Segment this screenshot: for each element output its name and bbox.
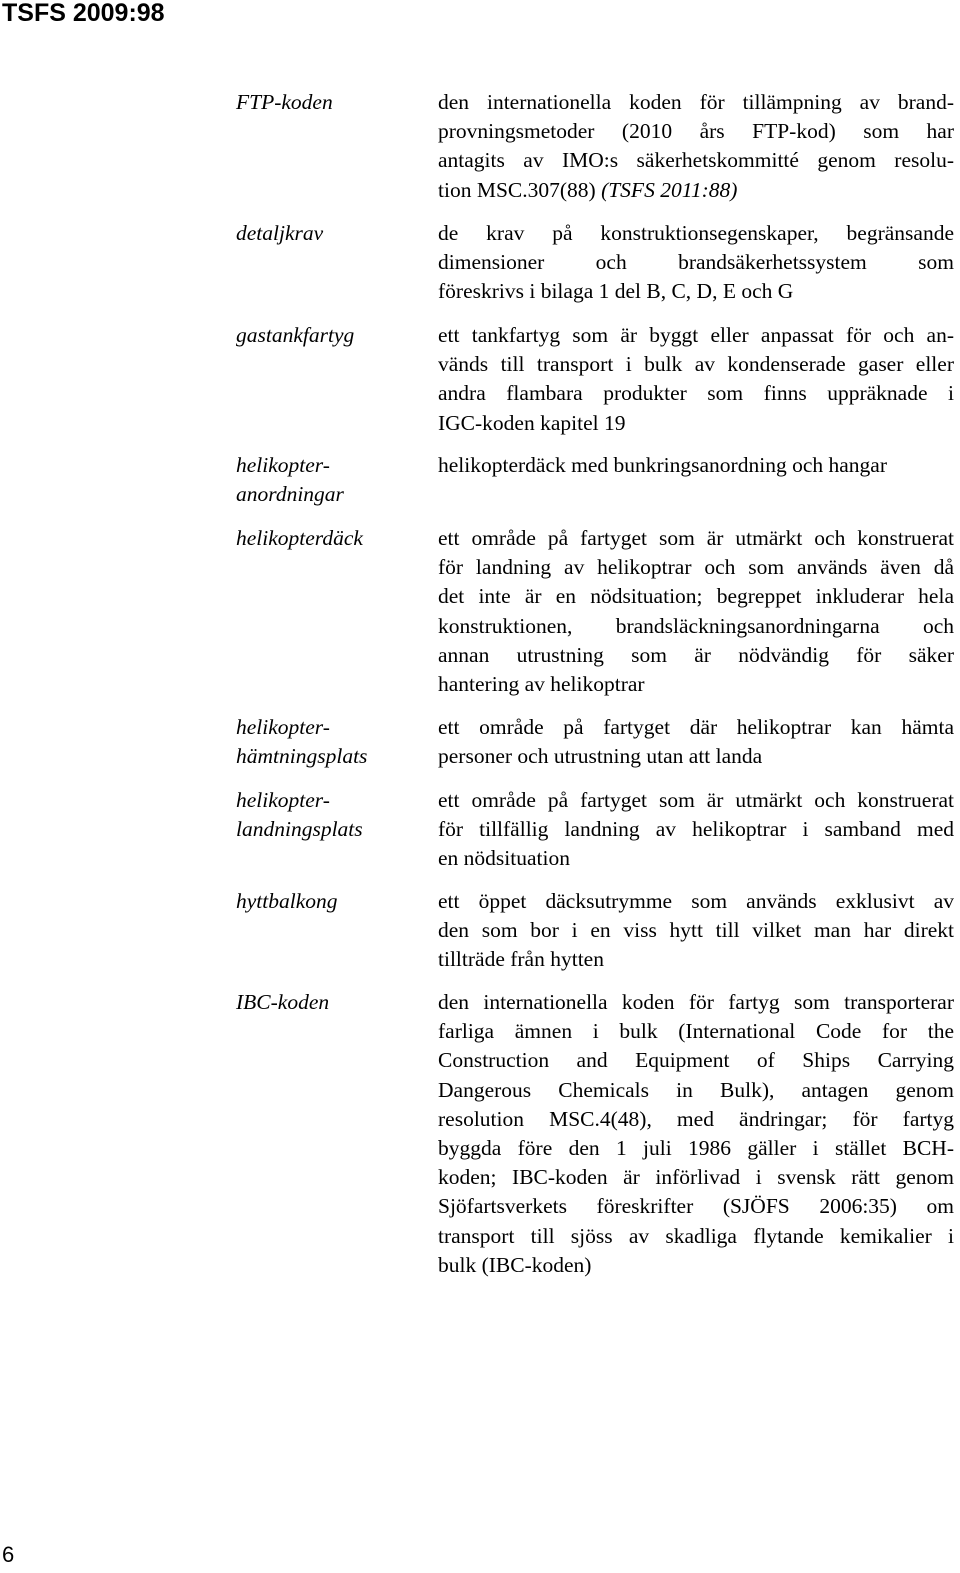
definition-line: den som bor i en viss hytt till vilket man har direkt <box>438 918 954 943</box>
definition-line: de krav på konstruktionsegenskaper, begränsande <box>438 221 954 245</box>
definition-line: ett öppet däcksutrymme som används exklusivt av <box>438 889 954 913</box>
definition-line: konstruktionen, brandsläckningsanordningarna och <box>438 613 954 638</box>
page-number: 6 <box>2 1542 15 1567</box>
term-line: anordningar <box>236 482 344 507</box>
definition <box>438 713 954 771</box>
definition-line: för tillfällig landning av helikoptrar i samband med <box>438 817 954 842</box>
definition <box>438 451 954 480</box>
definition <box>438 88 954 205</box>
term-line: helikopter- <box>236 715 330 739</box>
definition-line: resolution MSC.4(48), med ändringar; för fartyg <box>438 1106 954 1131</box>
term <box>236 713 411 771</box>
definition <box>438 219 954 307</box>
definition <box>438 524 954 699</box>
term: hyttbalkong <box>236 889 338 913</box>
definition-line: det inte är en nödsituation; begreppet inkluderar hela <box>438 584 954 609</box>
amendment-reference: (TSFS 2011:88) <box>601 177 738 202</box>
term: IBC-koden <box>236 990 330 1014</box>
definition-line: för landning av helikoptrar och som används även då <box>438 555 954 580</box>
definition-line: ett område på fartyget där helikoptrar kan hämta <box>438 715 954 739</box>
definition <box>438 988 954 1280</box>
definition-line: annan utrustning som är nödvändig för säker <box>438 642 954 667</box>
term <box>236 451 411 509</box>
term: detaljkrav <box>236 221 324 245</box>
page-header-title: TSFS 2009:98 <box>2 0 165 27</box>
definition-line: Dangerous Chemicals in Bulk), antagen genom <box>438 1077 954 1102</box>
definition-line: Construction and Equipment of Ships Carrying <box>438 1048 954 1073</box>
definition-line: ett område på fartyget som är utmärkt och konstruerat <box>438 526 954 550</box>
definition <box>438 786 954 874</box>
definition-line: vänds till transport i bulk av kondenserade gaser eller <box>438 352 954 377</box>
definition-line: antagits av IMO:s säkerhetskommitté genom resolu- <box>438 148 954 173</box>
definition-line: ett tankfartyg som är byggt eller anpassat för och an- <box>438 323 954 347</box>
definition-line: farliga ämnen i bulk (International Code for the <box>438 1019 954 1044</box>
definition-line: andra flambara produkter som finns uppräknade i <box>438 381 954 406</box>
definition-line: IGC-koden kapitel 19 <box>438 410 626 435</box>
definition-line: transport till sjöss av skadliga flytande kemikalier i <box>438 1223 954 1248</box>
definition-line <box>438 176 954 205</box>
definition-line: den internationella koden för tillämpning av brand- <box>438 90 954 114</box>
term-line: helikopter- <box>236 788 330 812</box>
term: FTP-koden <box>236 90 333 114</box>
definition-line: bulk (IBC-koden) <box>438 1252 592 1277</box>
definition <box>438 887 954 975</box>
definition-line: den internationella koden för fartyg som transporterar <box>438 990 954 1014</box>
definition-line: dimensioner och brandsäkerhetssystem som <box>438 250 954 275</box>
definition-line: koden; IBC-koden är införlivad i svensk rätt genom <box>438 1165 954 1190</box>
term-line: helikopter- <box>236 453 330 477</box>
definition-line: personer och utrustning utan att landa <box>438 744 763 769</box>
term <box>236 786 411 844</box>
definition-line: föreskrivs i bilaga 1 del B, C, D, E och G <box>438 279 794 304</box>
term-line: hämtningsplats <box>236 744 368 769</box>
definition <box>438 321 954 438</box>
definition-line: Sjöfartsverkets föreskrifter (SJÖFS 2006:35) om <box>438 1194 954 1219</box>
definition-line: provningsmetoder (2010 års FTP-kod) som har <box>438 119 954 144</box>
definition-line: tillträde från hytten <box>438 947 604 972</box>
term: gastankfartyg <box>236 323 355 347</box>
definition-line-text: tion MSC.307(88) <box>438 177 602 202</box>
definition-line: byggda före den 1 juli 1986 gäller i stället BCH- <box>438 1136 954 1161</box>
definition-line: en nödsituation <box>438 846 570 871</box>
term-line: landningsplats <box>236 817 363 842</box>
term: helikopterdäck <box>236 526 363 550</box>
definition-line: helikopterdäck med bunkringsanordning och hangar <box>438 453 887 477</box>
definition-line: hantering av helikoptrar <box>438 672 645 697</box>
definition-line: ett område på fartyget som är utmärkt och konstruerat <box>438 788 954 812</box>
